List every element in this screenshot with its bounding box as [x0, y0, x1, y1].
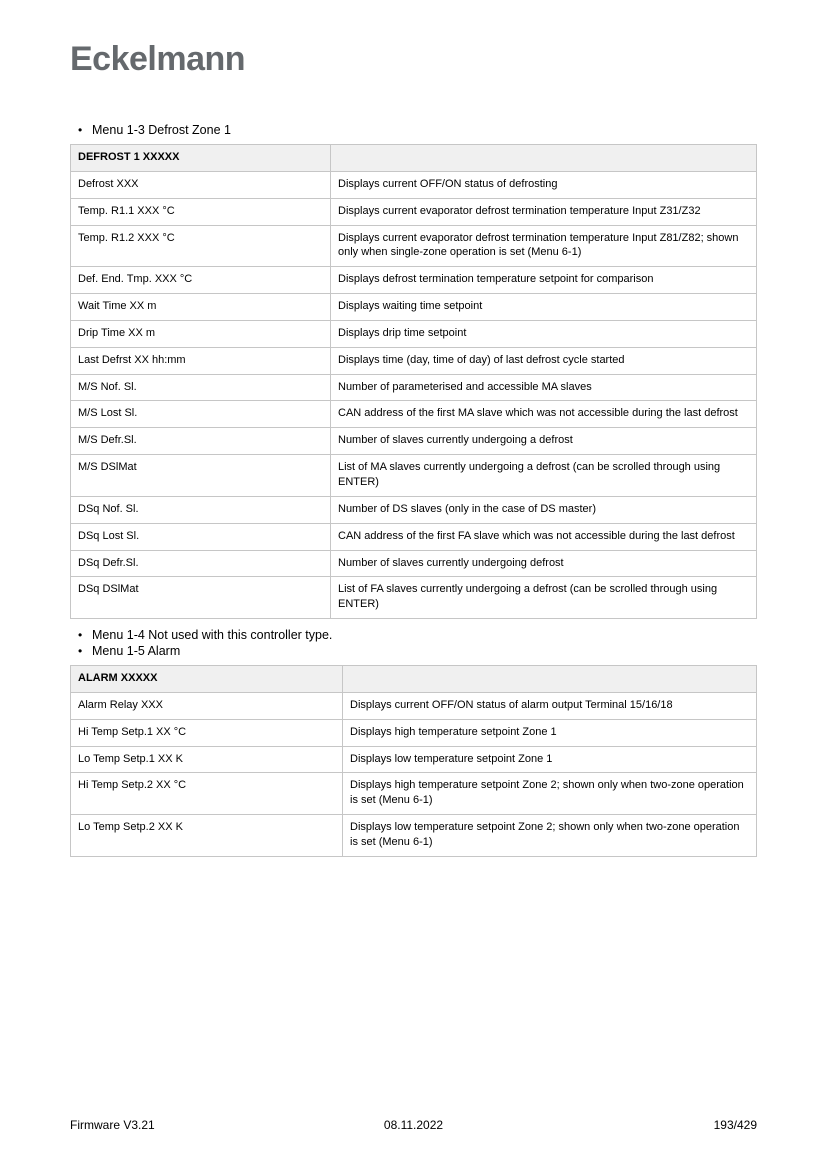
table-row [71, 198, 757, 225]
table-row [71, 225, 757, 267]
table-row [71, 496, 757, 523]
parameter-cell: M/S Lost Sl. [71, 401, 331, 428]
table-row [71, 267, 757, 294]
parameter-cell: Hi Temp Setp.1 XX °C [71, 719, 343, 746]
description-cell: Displays waiting time setpoint [331, 294, 757, 321]
table-row [71, 577, 757, 619]
description-cell: CAN address of the first FA slave which was not accessible during the last defrost [331, 523, 757, 550]
bullet-text-menu-1-4: Menu 1-4 Not used with this controller type. [92, 628, 333, 643]
table-row [71, 746, 757, 773]
description-cell: List of MA slaves currently undergoing a defrost (can be scrolled through using ENTER) [331, 455, 757, 497]
footer-page-number: 193/429 [713, 1118, 757, 1132]
bullet-line-menu-1-3 [70, 122, 757, 138]
parameter-cell: DSq Lost Sl. [71, 523, 331, 550]
page-footer [70, 1118, 757, 1133]
parameter-cell: M/S Defr.Sl. [71, 428, 331, 455]
menu-1-4-1-5-bullet-list [70, 627, 757, 659]
description-cell: Displays low temperature setpoint Zone 2; shown only when two-zone operation is set (Menu 6-1) [343, 815, 757, 857]
parameter-cell: Lo Temp Setp.1 XX K [71, 746, 343, 773]
parameter-cell: DSq Nof. Sl. [71, 496, 331, 523]
table-row [71, 428, 757, 455]
description-cell: Displays high temperature setpoint Zone 1 [343, 719, 757, 746]
table-row [71, 550, 757, 577]
alarm-table-title: ALARM XXXXX [71, 666, 343, 693]
bullet-icon: • [78, 644, 83, 659]
description-cell: Displays current OFF/ON status of alarm output Terminal 15/16/18 [343, 692, 757, 719]
eckelmann-logo: Eckelmann [70, 40, 246, 78]
description-cell: Displays high temperature setpoint Zone 2; shown only when two-zone operation is set (Menu 6-1) [343, 773, 757, 815]
description-cell: Number of slaves currently undergoing defrost [331, 550, 757, 577]
bullet-text-menu-1-5: Menu 1-5 Alarm [92, 644, 181, 659]
parameter-cell: M/S DSlMat [71, 455, 331, 497]
bullet-line-menu-1-4 [70, 627, 757, 643]
description-cell: Displays current evaporator defrost termination temperature Input Z81/Z82; shown only when single-zone operation is set (Menu 6-1) [331, 225, 757, 267]
bullet-line-menu-1-5 [70, 643, 757, 659]
table-row [71, 719, 757, 746]
table-row [71, 455, 757, 497]
parameter-cell: Def. End. Tmp. XXX °C [71, 267, 331, 294]
parameter-cell: Hi Temp Setp.2 XX °C [71, 773, 343, 815]
table-row [71, 815, 757, 857]
defrost-table-title-empty-cell [331, 145, 757, 172]
description-cell: List of FA slaves currently undergoing a defrost (can be scrolled through using ENTER) [331, 577, 757, 619]
parameter-cell: Wait Time XX m [71, 294, 331, 321]
description-cell: Displays time (day, time of day) of last defrost cycle started [331, 347, 757, 374]
table-row [71, 320, 757, 347]
alarm-table [70, 665, 757, 857]
description-cell: Displays drip time setpoint [331, 320, 757, 347]
defrost-table-title: DEFROST 1 XXXXX [71, 145, 331, 172]
parameter-cell: Defrost XXX [71, 171, 331, 198]
description-cell: CAN address of the first MA slave which was not accessible during the last defrost [331, 401, 757, 428]
description-cell: Displays defrost termination temperature setpoint for comparison [331, 267, 757, 294]
table-row [71, 692, 757, 719]
parameter-cell: Lo Temp Setp.2 XX K [71, 815, 343, 857]
description-cell: Displays current OFF/ON status of defrosting [331, 171, 757, 198]
bullet-icon: • [78, 628, 83, 643]
menu-1-3-bullet-list [70, 122, 757, 138]
table-row [71, 773, 757, 815]
footer-date: 08.11.2022 [383, 1118, 444, 1132]
defrost-table-header-row [71, 145, 757, 172]
parameter-cell: Alarm Relay XXX [71, 692, 343, 719]
parameter-cell: Drip Time XX m [71, 320, 331, 347]
description-cell: Displays current evaporator defrost termination temperature Input Z31/Z32 [331, 198, 757, 225]
alarm-table-header-row [71, 666, 757, 693]
description-cell: Number of slaves currently undergoing a defrost [331, 428, 757, 455]
parameter-cell: DSq DSlMat [71, 577, 331, 619]
description-cell: Number of DS slaves (only in the case of DS master) [331, 496, 757, 523]
defrost-zone-1-table [70, 144, 757, 619]
parameter-cell: DSq Defr.Sl. [71, 550, 331, 577]
bullet-icon: • [78, 123, 83, 137]
parameter-cell: Last Defrst XX hh:mm [71, 347, 331, 374]
footer-firmware-version: Firmware V3.21 [70, 1118, 155, 1132]
table-row [71, 294, 757, 321]
parameter-cell: Temp. R1.2 XXX °C [71, 225, 331, 267]
table-row [71, 401, 757, 428]
description-cell: Number of parameterised and accessible MA slaves [331, 374, 757, 401]
table-row [71, 171, 757, 198]
alarm-table-title-empty-cell [343, 666, 757, 693]
table-row [71, 523, 757, 550]
parameter-cell: M/S Nof. Sl. [71, 374, 331, 401]
table-row [71, 374, 757, 401]
description-cell: Displays low temperature setpoint Zone 1 [343, 746, 757, 773]
table-row [71, 347, 757, 374]
parameter-cell: Temp. R1.1 XXX °C [71, 198, 331, 225]
bullet-text-menu-1-3: Menu 1-3 Defrost Zone 1 [92, 123, 231, 137]
